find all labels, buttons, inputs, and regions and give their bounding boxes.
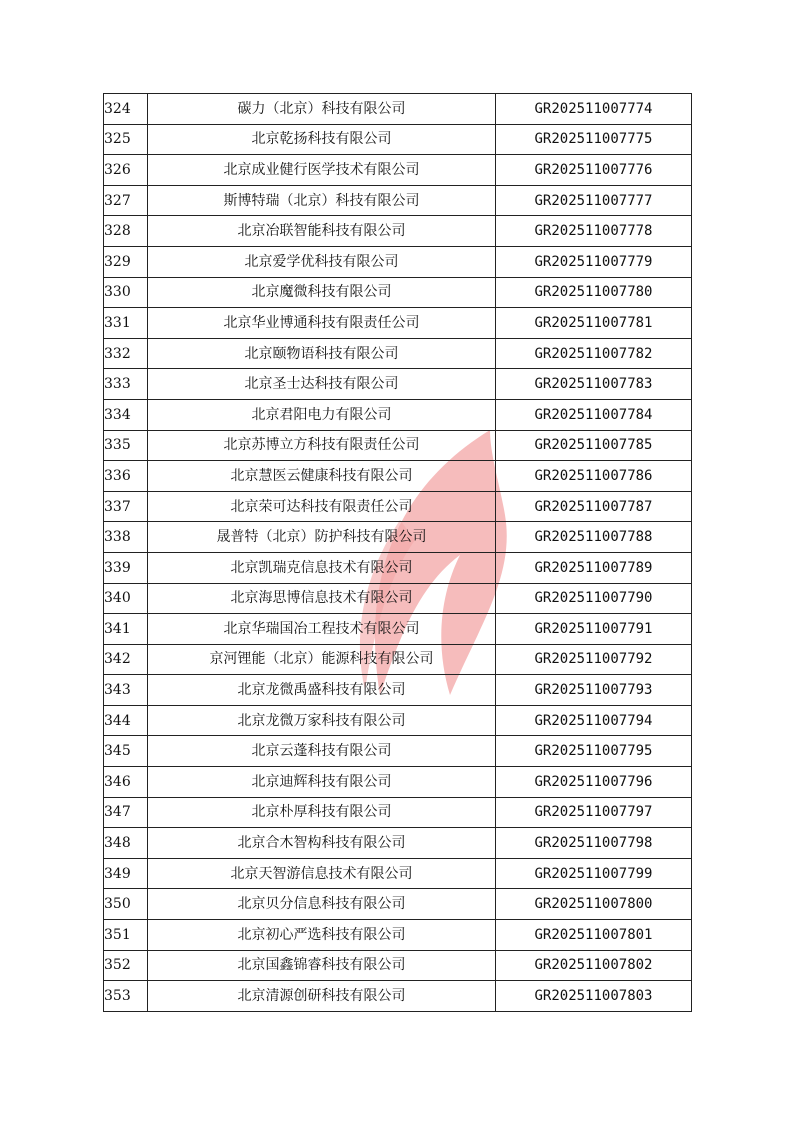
certificate-number: GR202511007788 [496,522,692,553]
table-row [104,430,692,461]
certificate-number: GR202511007797 [496,797,692,828]
certificate-number: GR202511007796 [496,767,692,798]
table-row [104,675,692,706]
row-number: 344 [104,705,148,736]
certificate-number: GR202511007781 [496,308,692,339]
company-table [103,93,692,1012]
table-row [104,583,692,614]
row-number: 353 [104,981,148,1012]
table-row [104,797,692,828]
certificate-number: GR202511007795 [496,736,692,767]
table-row [104,858,692,889]
row-number: 351 [104,920,148,951]
row-number: 352 [104,950,148,981]
row-number: 330 [104,277,148,308]
row-number: 338 [104,522,148,553]
company-name: 北京朴厚科技有限公司 [148,797,496,828]
row-number: 349 [104,858,148,889]
company-name: 北京云蓬科技有限公司 [148,736,496,767]
certificate-number: GR202511007794 [496,705,692,736]
certificate-number: GR202511007790 [496,583,692,614]
certificate-number: GR202511007786 [496,461,692,492]
table-row [104,399,692,430]
company-name: 北京魔微科技有限公司 [148,277,496,308]
certificate-number: GR202511007793 [496,675,692,706]
table-row [104,828,692,859]
company-name: 晟普特（北京）防护科技有限公司 [148,522,496,553]
row-number: 347 [104,797,148,828]
certificate-number: GR202511007776 [496,155,692,186]
table-row [104,124,692,155]
table-row [104,491,692,522]
company-name: 北京初心严选科技有限公司 [148,920,496,951]
company-name: 北京圣士达科技有限公司 [148,369,496,400]
table-row [104,736,692,767]
certificate-number: GR202511007777 [496,185,692,216]
certificate-number: GR202511007791 [496,614,692,645]
company-name: 北京冶联智能科技有限公司 [148,216,496,247]
certificate-number: GR202511007778 [496,216,692,247]
row-number: 326 [104,155,148,186]
row-number: 343 [104,675,148,706]
row-number: 335 [104,430,148,461]
table-row [104,950,692,981]
certificate-number: GR202511007801 [496,920,692,951]
table-row [104,889,692,920]
row-number: 341 [104,614,148,645]
row-number: 329 [104,246,148,277]
company-name: 北京天智游信息技术有限公司 [148,858,496,889]
certificate-number: GR202511007780 [496,277,692,308]
company-name: 北京龙微万家科技有限公司 [148,705,496,736]
certificate-number: GR202511007787 [496,491,692,522]
company-name: 北京华业博通科技有限责任公司 [148,308,496,339]
table-row [104,277,692,308]
certificate-number: GR202511007789 [496,552,692,583]
certificate-number: GR202511007774 [496,94,692,125]
certificate-number: GR202511007799 [496,858,692,889]
table-row [104,522,692,553]
table-row [104,94,692,125]
certificate-number: GR202511007800 [496,889,692,920]
table-row [104,705,692,736]
table-row [104,246,692,277]
company-name: 北京君阳电力有限公司 [148,399,496,430]
table-row [104,644,692,675]
company-name: 北京荣可达科技有限责任公司 [148,491,496,522]
table-row [104,369,692,400]
company-name: 北京清源创研科技有限公司 [148,981,496,1012]
table-row [104,216,692,247]
certificate-number: GR202511007803 [496,981,692,1012]
row-number: 337 [104,491,148,522]
certificate-number: GR202511007775 [496,124,692,155]
company-name: 北京颐物语科技有限公司 [148,338,496,369]
row-number: 345 [104,736,148,767]
company-name: 北京华瑞国冶工程技术有限公司 [148,614,496,645]
row-number: 324 [104,94,148,125]
company-name: 北京迪辉科技有限公司 [148,767,496,798]
row-number: 332 [104,338,148,369]
certificate-number: GR202511007802 [496,950,692,981]
row-number: 334 [104,399,148,430]
company-name: 北京乾扬科技有限公司 [148,124,496,155]
row-number: 339 [104,552,148,583]
row-number: 333 [104,369,148,400]
row-number: 336 [104,461,148,492]
table-row [104,185,692,216]
company-name: 北京苏博立方科技有限责任公司 [148,430,496,461]
company-name: 斯博特瑞（北京）科技有限公司 [148,185,496,216]
table-row [104,338,692,369]
company-name: 北京国鑫锦睿科技有限公司 [148,950,496,981]
certificate-number: GR202511007798 [496,828,692,859]
row-number: 331 [104,308,148,339]
certificate-number: GR202511007792 [496,644,692,675]
table-row [104,552,692,583]
company-name: 北京海思博信息技术有限公司 [148,583,496,614]
row-number: 346 [104,767,148,798]
company-name: 碳力（北京）科技有限公司 [148,94,496,125]
table-row [104,461,692,492]
certificate-number: GR202511007779 [496,246,692,277]
certificate-number: GR202511007783 [496,369,692,400]
company-name: 北京爱学优科技有限公司 [148,246,496,277]
company-name: 北京成业健行医学技术有限公司 [148,155,496,186]
company-name: 北京凯瑞克信息技术有限公司 [148,552,496,583]
certificate-number: GR202511007784 [496,399,692,430]
table-row [104,308,692,339]
row-number: 340 [104,583,148,614]
company-name: 京河锂能（北京）能源科技有限公司 [148,644,496,675]
company-name: 北京合木智构科技有限公司 [148,828,496,859]
table-row [104,767,692,798]
row-number: 327 [104,185,148,216]
table-row [104,981,692,1012]
table-row [104,920,692,951]
table-row [104,614,692,645]
certificate-number: GR202511007782 [496,338,692,369]
company-name: 北京慧医云健康科技有限公司 [148,461,496,492]
row-number: 342 [104,644,148,675]
table-row [104,155,692,186]
row-number: 325 [104,124,148,155]
row-number: 350 [104,889,148,920]
company-name: 北京贝分信息科技有限公司 [148,889,496,920]
certificate-number: GR202511007785 [496,430,692,461]
row-number: 328 [104,216,148,247]
company-name: 北京龙微禹盛科技有限公司 [148,675,496,706]
row-number: 348 [104,828,148,859]
